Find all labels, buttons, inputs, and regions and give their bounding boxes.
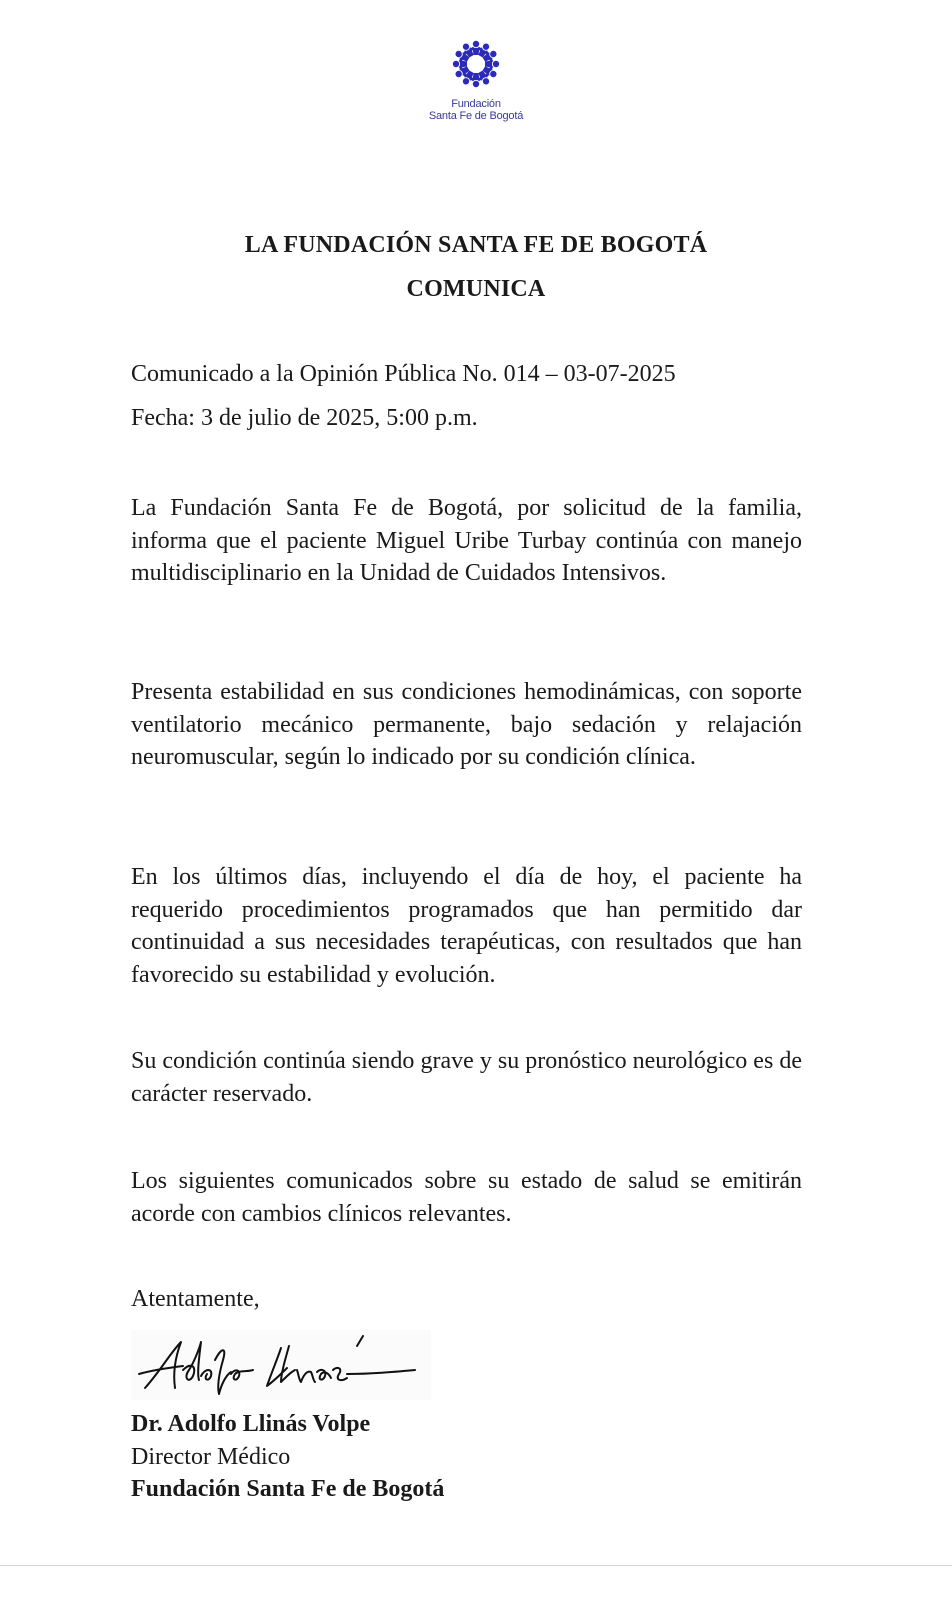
signer-organization: Fundación Santa Fe de Bogotá [131,1476,445,1502]
signature-image [131,1330,431,1400]
logo-wordmark [416,98,536,122]
signer-name: Dr. Adolfo Llinás Volpe [131,1411,371,1437]
page-bottom-divider [0,1565,952,1566]
document-title: LA FUNDACIÓN SANTA FE DE BOGOTÁ [244,232,708,258]
body-paragraph: Su condición continúa siendo grave y su pronóstico neurológico es de carácter reservado. [131,1048,802,1107]
foundation-logo [416,36,536,122]
closing-salutation: Atentamente, [131,1286,260,1312]
handwritten-signature [131,1330,431,1400]
document-subtitle: COMUNICA [406,276,546,302]
body-paragraph: Los siguientes comunicados sobre su estado de salud se emitirán acorde con cambios clínicos relevantes. [131,1168,802,1227]
body-paragraph: En los últimos días, incluyendo el día de hoy, el paciente ha requerido procedimientos programados que han permitido dar continuidad a sus necesidades terapéuticas, con resultados que han favorecido su estabilidad y evolución. [131,864,802,988]
communique-reference: Comunicado a la Opinión Pública No. 014 – 03-07-2025 [131,361,676,387]
logo-line-1: Fundación [451,98,501,110]
signer-title: Director Médico [131,1444,291,1470]
body-paragraph: Presenta estabilidad en sus condiciones hemodinámicas, con soporte ventilatorio mecánico permanente, bajo sedación y relajación neuromuscular, según lo indicado por su condición clínica. [131,679,802,770]
body-paragraph: La Fundación Santa Fe de Bogotá, por solicitud de la familia, informa que el paciente Miguel Uribe Turbay continúa con manejo multidisciplinario en la Unidad de Cuidados Intensivos. [131,495,802,586]
logo-line-2: Santa Fe de Bogotá [428,110,524,122]
communique-date: Fecha: 3 de julio de 2025, 5:00 p.m. [131,405,478,431]
foundation-emblem-icon [448,36,504,92]
